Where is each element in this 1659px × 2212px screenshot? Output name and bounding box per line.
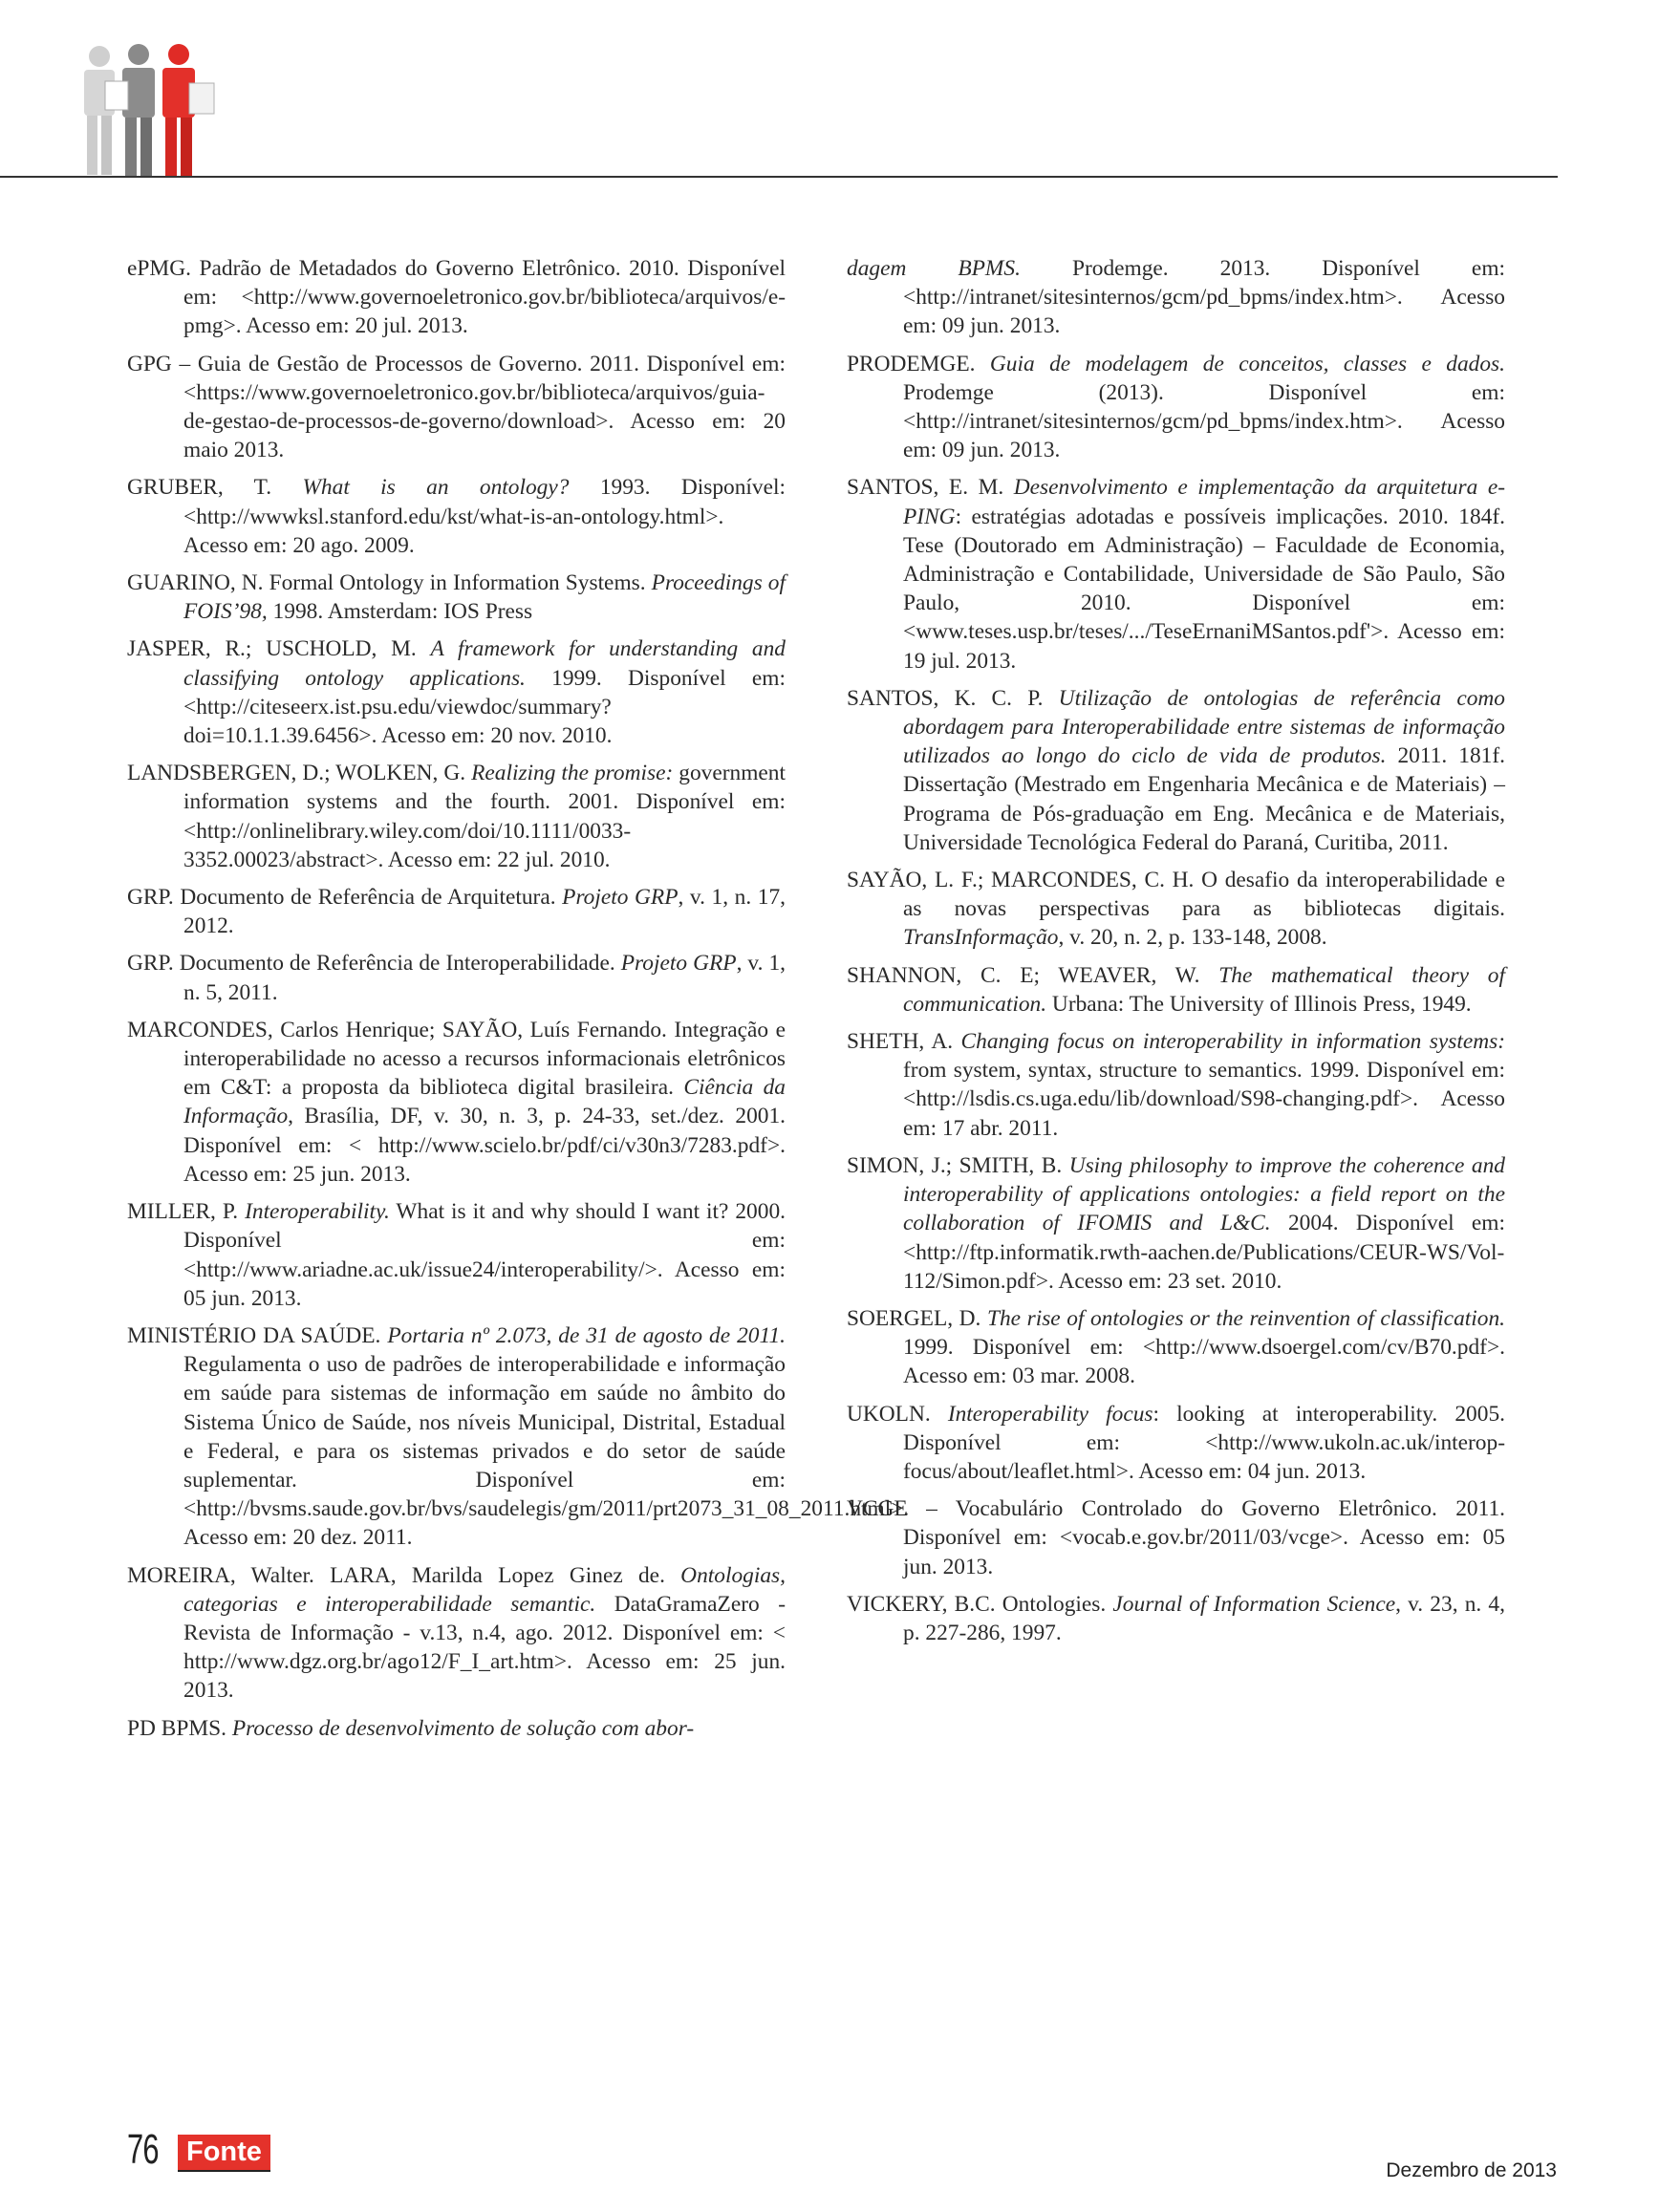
brand-logo: Fonte: [178, 2135, 270, 2172]
reference-text: PD BPMS.: [127, 1715, 232, 1741]
reference-entry: [127, 949, 786, 1006]
reference-title: Changing focus on interoperability in information systems:: [960, 1029, 1505, 1055]
reference-text: GPG – Guia de Gestão de Processos de Governo. 2011. Disponível em: <https://www.governoeletronico.gov.br/biblioteca/arquivos/guia-de-gestao-de-processos-de-governo/download>. Acesso em: 20 maio 2013.: [127, 351, 786, 463]
reference-text: SHANNON, C. E; WEAVER, W.: [847, 962, 1219, 988]
reference-title: Interoperability focus: [947, 1401, 1153, 1427]
reference-entry: [127, 1197, 786, 1313]
reference-text: Prodemge. 2013. Disponível em: <http://intranet/sitesinternos/gcm/pd_bpms/index.htm>. Acesso em: 09 jun. 2013.: [903, 256, 1506, 339]
reference-text: SHETH, A.: [847, 1029, 961, 1055]
reference-text: Urbana: The University of Illinois Press, 1949.: [1046, 991, 1472, 1017]
reference-entry: [847, 1027, 1505, 1143]
reference-text: MILLER, P.: [127, 1199, 246, 1225]
reference-entry: [127, 569, 786, 626]
reference-text: SANTOS, K. C. P.: [847, 685, 1059, 711]
magazine-logo: [76, 43, 220, 182]
reference-text: from system, syntax, structure to semantics. 1999. Disponível em: <http://lsdis.cs.uga.edu/lib/download/S98-changing.pdf>. Acesso em: 17 abr. 2011.: [903, 1058, 1505, 1141]
reference-entry: [847, 961, 1505, 1019]
reference-title: Utilização de ontologias de referência como abordagem para Interoperabilidade entre sistemas de informação utilizados ao longo do ciclo de vida de produtos.: [903, 685, 1505, 769]
reference-title: Proceedings of FOIS’98,: [183, 570, 786, 625]
reference-text: , v. 20, n. 2, p. 133-148, 2008.: [1058, 925, 1327, 951]
reference-title: Projeto GRP: [562, 885, 679, 911]
reference-text: JASPER, R.; USCHOLD, M.: [127, 636, 431, 662]
reference-entry: [127, 1016, 786, 1189]
reference-text: VICKERY, B.C. Ontologies.: [847, 1591, 1113, 1617]
reference-text: SAYÃO, L. F.; MARCONDES, C. H. O desafio da interoperabilidade e as novas perspectivas para as bibliotecas digitais.: [847, 868, 1505, 922]
reference-title: Using philosophy to improve the coherence and interoperability of applications ontologies: a field report on the collaboration of IFOMIS and L&C.: [903, 1152, 1505, 1236]
reference-entry: [847, 866, 1505, 953]
reference-text: GUARINO, N. Formal Ontology in Information Systems.: [127, 570, 652, 596]
reference-title: Ontologias, categorias e interoperabilidade semantic.: [183, 1562, 786, 1617]
reference-text: , v. 1, n. 17, 2012.: [183, 885, 786, 939]
reference-text: GRP. Documento de Referência de Arquitetura.: [127, 885, 563, 911]
reference-entry: [127, 759, 786, 874]
reference-text: 2011. 181f. Dissertação (Mestrado em Engenharia Mecânica e de Materiais) – Programa de Pós-graduação em Eng. Mecânica e de Materiais, Universidade Tecnológica Federal do Paraná, Curitiba, 2011.: [903, 743, 1505, 855]
reference-text: 1998. Amsterdam: IOS Press: [267, 599, 533, 625]
reference-entry: [127, 634, 786, 750]
reference-entry: [127, 254, 786, 341]
reference-entry: [847, 1151, 1505, 1296]
reference-text: GRP. Documento de Referência de Interoperabilidade.: [127, 951, 621, 977]
reference-title: Desenvolvimento e implementação da arquitetura e-PING: [903, 475, 1505, 529]
reference-text: PRODEMGE.: [847, 351, 990, 376]
reference-title: Interoperability.: [245, 1199, 390, 1225]
reference-entry: [127, 1714, 786, 1743]
reference-title: The rise of ontologies or the reinvention of classification.: [986, 1305, 1505, 1331]
page-number: 76: [127, 2126, 159, 2173]
reference-text: MARCONDES, Carlos Henrique; SAYÃO, Luís Fernando. Integração e interoperabilidade no acesso a recursos informacionais eletrônicos em C&T: a proposta da biblioteca digital brasileira.: [127, 1017, 786, 1101]
reference-entry: [847, 1400, 1505, 1487]
reference-text: Prodemge (2013). Disponível em: <http://intranet/sitesinternos/gcm/pd_bpms/index.htm>. Acesso em: 09 jun. 2013.: [903, 379, 1505, 463]
references-column-right: [847, 254, 1505, 1656]
reference-text: : estratégias adotadas e possíveis implicações. 2010. 184f. Tese (Doutorado em Administração) – Faculdade de Economia, Administração e Contabilidade, Universidade de São Paulo, São Paulo, 2010. Disponível em: <www.teses.usp.br/teses/.../TeseErnaniMSantos.pdf'>. Acesso em: 19 jul. 2013.: [903, 504, 1505, 674]
reference-entry: [847, 684, 1505, 857]
person-figure-red: [162, 44, 214, 177]
reference-title: A framework for understanding and classifying ontology applications.: [183, 636, 786, 691]
reference-text: SOERGEL, D.: [847, 1305, 987, 1331]
reference-text: Regulamenta o uso de padrões de interoperabilidade e informação em saúde para sistemas de informação em saúde no âmbito do Sistema Único de Saúde, nos níveis Municipal, Distrital, Estadual e Federal, e para os sistemas privados e do setor de saúde suplementar. Disponível em: <http://bvsms.saude.gov.br/bvs/saudelegis/gm/2011/prt2073_31_08_2011.html>. Acesso em: 20 dez. 2011.: [183, 1352, 910, 1551]
reference-text: SANTOS, E. M.: [847, 475, 1014, 501]
reference-text: MINISTÉRIO DA SAÚDE.: [127, 1322, 388, 1348]
reference-title: dagem BPMS.: [847, 256, 1021, 281]
reference-entry: [127, 473, 786, 560]
issue-date: Dezembro de 2013: [1386, 2159, 1557, 2181]
reference-text: government information systems and the fourth. 2001. Disponível em: <http://onlinelibrary.wiley.com/doi/10.1111/0033-3352.00023/abstract>. Acesso em: 22 jul. 2010.: [183, 761, 786, 872]
reference-title: Realizing the promise:: [471, 761, 674, 786]
reference-text: MOREIRA, Walter. LARA, Marilda Lopez Ginez de.: [127, 1562, 681, 1588]
reference-text: LANDSBERGEN, D.; WOLKEN, G.: [127, 761, 472, 786]
reference-entry: [847, 1304, 1505, 1391]
reference-text: , Brasília, DF, v. 30, n. 3, p. 24-33, set./dez. 2001. Disponível em: < http://www.scielo.br/pdf/ci/v30n3/7283.pdf>. Acesso em: 25 jun. 2013.: [183, 1104, 786, 1187]
reference-text: 2004. Disponível em: <http://ftp.informatik.rwth-aachen.de/Publications/CEUR-WS/Vol-112/Simon.pdf>. Acesso em: 23 set. 2010.: [903, 1211, 1506, 1294]
reference-title: What is an ontology?: [302, 475, 570, 501]
reference-text: GRUBER, T.: [127, 475, 303, 501]
reference-title: Projeto GRP: [620, 951, 737, 977]
reference-title: TransInformação: [903, 925, 1059, 951]
reference-text: UKOLN.: [847, 1401, 948, 1427]
reference-text: , v. 1, n. 5, 2011.: [183, 951, 786, 1005]
header-rule: [0, 176, 1558, 178]
reference-title: Processo de desenvolvimento de solução com abor-: [231, 1715, 695, 1741]
person-figure-gray: [105, 44, 155, 177]
reference-text: ePMG. Padrão de Metadados do Governo Eletrônico. 2010. Disponível em: <http://www.governoeletronico.gov.br/biblioteca/arquivos/e-pmg>. Acesso em: 20 jul. 2013.: [127, 256, 786, 339]
reference-entry: [847, 473, 1505, 675]
reference-text: 1999. Disponível em: <http://www.dsoergel.com/cv/B70.pdf>. Acesso em: 03 mar. 2008.: [903, 1335, 1505, 1389]
reference-title: Guia de modelagem de conceitos, classes e dados.: [989, 351, 1505, 376]
reference-text: DataGramaZero - Revista de Informação - v.13, n.4, ago. 2012. Disponível em: < http://www.dgz.org.br/ago12/F_I_art.htm>. Acesso em: 25 jun. 2013.: [183, 1591, 786, 1704]
reference-title: Ciência da Informação: [183, 1075, 786, 1129]
reference-title: The mathematical theory of communication.: [903, 962, 1506, 1017]
reference-text: 1993. Disponível: <http://wwwksl.stanford.edu/kst/what-is-an-ontology.html>. Acesso em: 20 ago. 2009.: [183, 475, 786, 558]
reference-entry: [847, 1494, 1505, 1581]
reference-title: Portaria nº 2.073, de 31 de agosto de 2011.: [387, 1322, 786, 1348]
reference-text: VCGE – Vocabulário Controlado do Governo Eletrônico. 2011. Disponível em: <vocab.e.gov.br/2011/03/vcge>. Acesso em: 05 jun. 2013.: [847, 1496, 1505, 1579]
reference-entry: [847, 1590, 1505, 1647]
reference-entry: [847, 350, 1505, 465]
reference-text: SIMON, J.; SMITH, B.: [847, 1152, 1069, 1178]
reference-text: What is it and why should I want it? 2000. Disponível em: <http://www.ariadne.ac.uk/issue24/interoperability/>. Acesso em: 05 jun. 2013.: [183, 1199, 786, 1311]
reference-title: Journal of Information Science: [1112, 1591, 1396, 1617]
reference-entry: [127, 883, 786, 940]
reference-entry: [847, 254, 1505, 341]
reference-entry: [127, 1561, 786, 1706]
reference-text: : looking at interoperability. 2005. Disponível em: <http://www.ukoln.ac.uk/interop-focus/about/leaflet.html>. Acesso em: 04 jun. 2013.: [903, 1401, 1505, 1484]
reference-text: , v. 23, n. 4, p. 227-286, 1997.: [903, 1591, 1505, 1645]
reference-entry: [127, 350, 786, 465]
reference-text: 1999. Disponível em: <http://citeseerx.ist.psu.edu/viewdoc/summary?doi=10.1.1.39.6456>. Acesso em: 20 nov. 2010.: [183, 665, 786, 749]
